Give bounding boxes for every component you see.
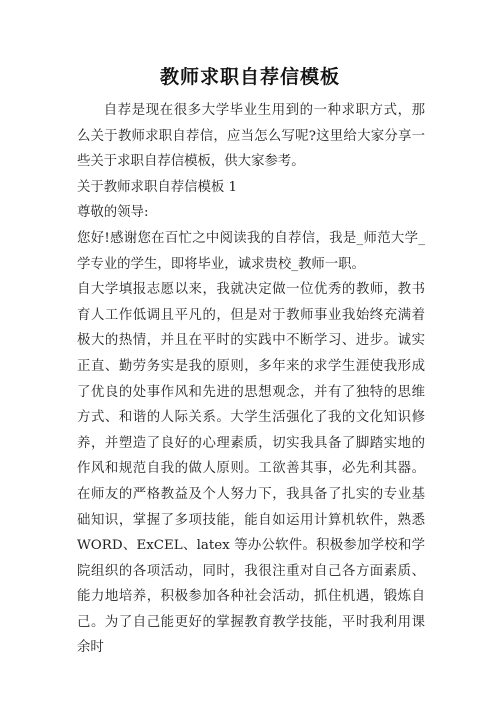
salutation: 尊敬的领导:: [77, 205, 149, 221]
greeting-paragraph: 您好!感谢您在百忙之中阅读我的自荐信，我是_师范大学_学专业的学生，即将毕业，诚求贵校_教师一职。: [77, 230, 425, 272]
document-body: [77, 98, 425, 661]
document-title: 教师求职自荐信模板: [159, 66, 340, 88]
body-paragraph: 自大学填报志愿以来，我就决定做一位优秀的教师，教书育人工作低调且平凡的，但是对于教师事业我始终充满着极大的热情，并且在平时的实践中不断学习、进步。诚实正直、勤劳务实是我的原则，多年来的求学生涯使我形成了优良的处事作风和先进的思想观念，并有了独特的思维方式、和谐的人际关系。大学生活强化了我的文化知识修养，并塑造了良好的心理素质，切实我具备了脚踏实地的作风和规范自我的做人原则。工欲善其事，必先利其器。在师友的严格教益及个人努力下，我具备了扎实的专业基础知识，掌握了多项技能，能自如运用计算机软件，熟悉WORD、ExCEL、latex 等办公软件。积极参加学校和学院组织的各项活动，同时，我很注重对自己各方面素质、能力地培养，积极参加各种社会活动，抓住机遇，锻炼自己。为了自己能更好的掌握教育教学技能，平时我利用课余时: [77, 282, 425, 656]
section-heading: 关于教师求职自荐信模板 1: [77, 179, 238, 195]
intro-paragraph: 自荐是现在很多大学毕业生用到的一种求职方式，那么关于教师求职自荐信，应当怎么写呢?这里给大家分享一些关于求职自荐信模板，供大家参考。: [77, 103, 425, 170]
